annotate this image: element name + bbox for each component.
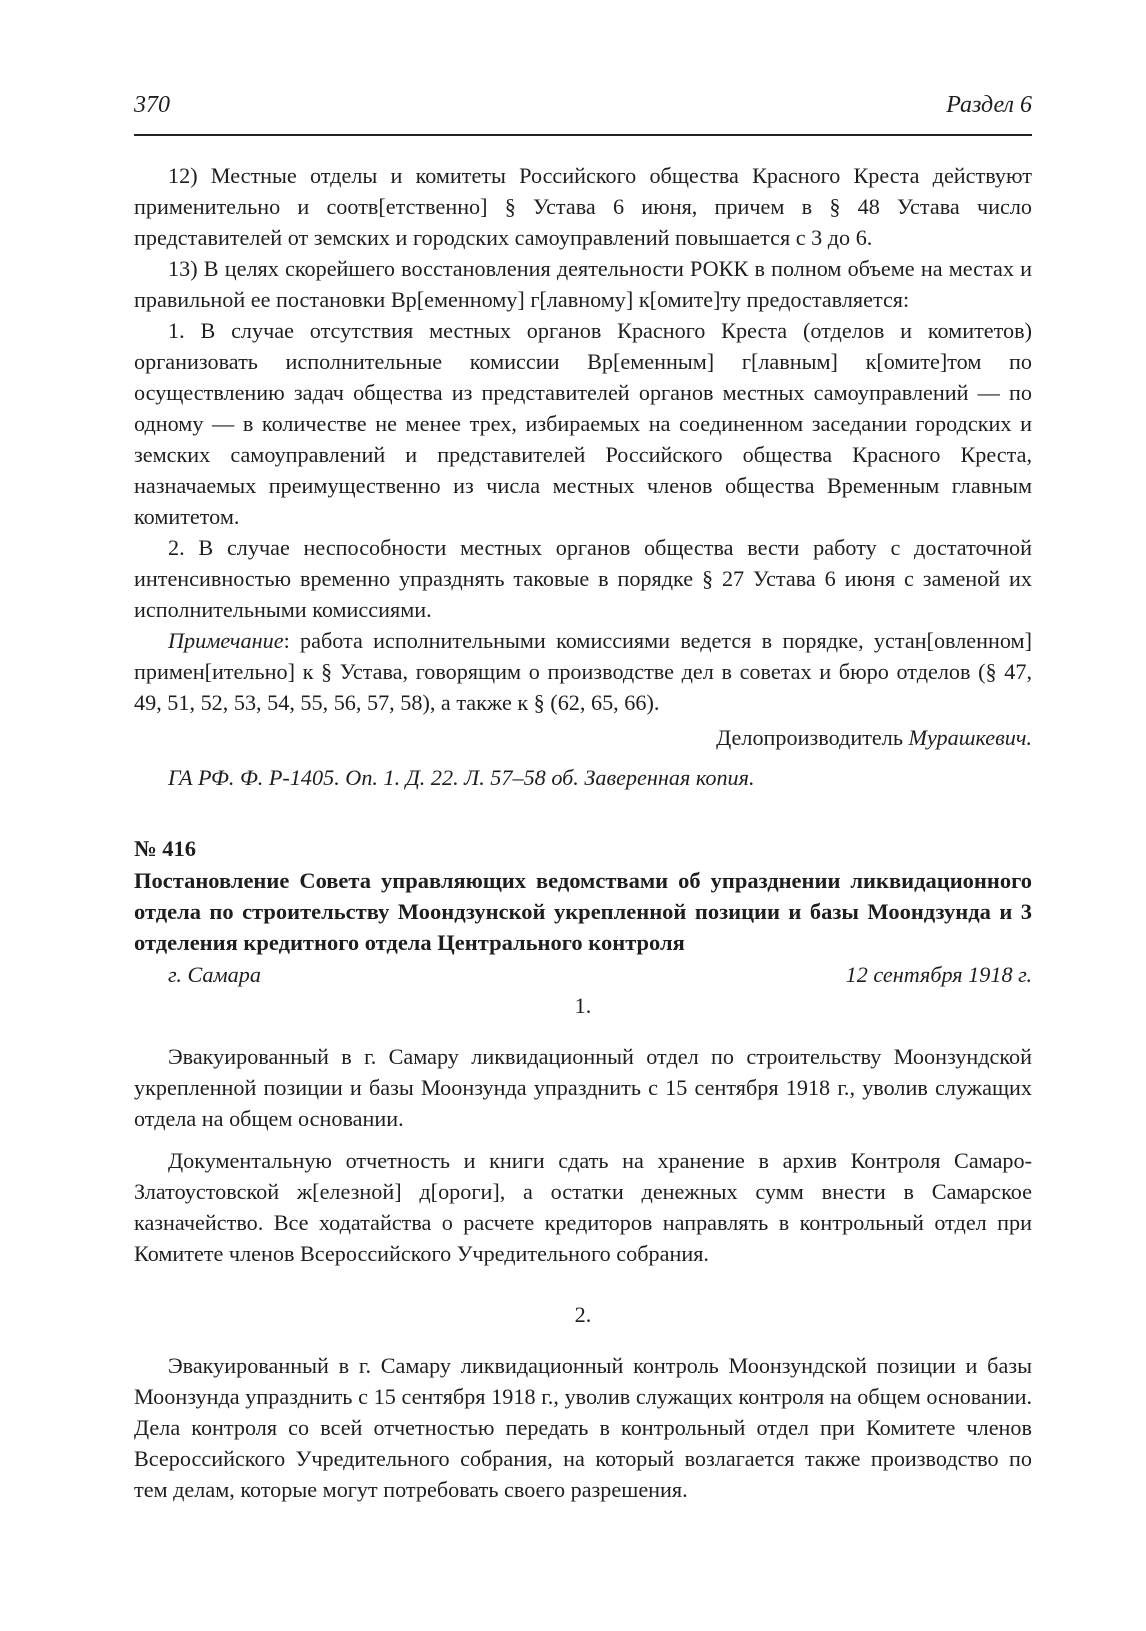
section-title: Раздел 6 xyxy=(946,92,1032,118)
page-number: 370 xyxy=(134,92,170,118)
document-date: 12 сентября 1918 г. xyxy=(845,962,1032,987)
signature xyxy=(134,722,1032,753)
paragraph-13-item-1: 1. В случае отсутствия местных органов Красного Креста (отделов и комитетов) организовать исполнительные комиссии Вр[еменным] г[лавным] к[омите]том по осуществлению задач общества из представителей органов местных самоуправлений — по одному — в количестве не менее трех, избираемых на соединенном заседании городских и земских самоуправлений и представителей Российского общества Красного Креста, назначаемых преимущественно из числа местных членов общества Временным главным комитетом. xyxy=(134,318,1032,529)
note-text: : работа исполнительными комиссиями ведется в порядке, устан[овленном] примен[ительно] к § Устава, говорящим о производстве дел в советах и бюро отделов (§ 47, 49, 51, 52, 53, 54, 55, 56, 57, 58), а также к § (62, 65, 66). xyxy=(134,628,1032,715)
signature-name: Мурашкевич. xyxy=(908,725,1032,750)
page-header xyxy=(134,88,1032,136)
section-1-number: 1. xyxy=(574,993,592,1018)
archive-source: ГА РФ. Ф. Р-1405. Оп. 1. Д. 22. Л. 57–58 об. Заверенная копия. xyxy=(168,765,755,790)
document-number: № 416 xyxy=(134,836,196,861)
document-place: г. Самара xyxy=(168,962,261,987)
document-title: Постановление Совета управляющих ведомствами об упразднении ликвидационного отдела по строительству Моондзунской укрепленной позиции и базы Моондзунда и 3 отделения кредитного отдела Центрального контроля xyxy=(134,868,1032,955)
paragraph-13-item-2: 2. В случае неспособности местных органов общества вести работу с достаточной интенсивностью временно упразднять таковые в порядке § 27 Устава 6 июня с заменой их исполнительными комиссиями. xyxy=(134,535,1032,622)
section-2-number: 2. xyxy=(574,1302,592,1327)
signature-role: Делопроизводитель xyxy=(716,725,909,750)
paragraph-13: 13) В целях скорейшего восстановления деятельности РОКК в полном объеме на местах и правильной ее постановки Вр[еменному] г[лавному] к[омите]ту предоставляется: xyxy=(134,256,1032,312)
section-1-paragraph-2: Документальную отчетность и книги сдать на хранение в архив Контроля Самаро-Златоустовской ж[елезной] д[ороги], а остатки денежных сумм внести в Самарское казначейство. Все ходатайства о расчете кредиторов направлять в контрольный отдел при Комитете членов Всероссийского Учредительного собрания. xyxy=(134,1148,1032,1266)
section-1-paragraph-1: Эвакуированный в г. Самару ликвидационный отдел по строительству Моонзундской укрепленной позиции и базы Моонзунда упразднить с 15 сентября 1918 г., уволив служащих отдела на общем основании. xyxy=(134,1044,1032,1131)
place-date-line xyxy=(134,959,1032,990)
paragraph-12: 12) Местные отделы и комитеты Российского общества Красного Креста действуют применительно и соотв[етственно] § Устава 6 июня, причем в § 48 Устава число представителей от земских и городских самоуправлений повышается с 3 до 6. xyxy=(134,163,1032,250)
page-body xyxy=(134,160,1032,1505)
note-paragraph xyxy=(134,625,1032,718)
note-label: Примечание xyxy=(168,628,284,653)
section-2-paragraph-1: Эвакуированный в г. Самару ликвидационный контроль Моонзундской позиции и базы Моонзунда упразднить с 15 сентября 1918 г., уволив служащих контроля на общем основании. Дела контроля со всей отчетностью передать в контрольный отдел при Комитете членов Всероссийского Учредительного собрания, на который возлагается также производство по тем делам, которые могут потребовать своего разрешения. xyxy=(134,1353,1032,1502)
